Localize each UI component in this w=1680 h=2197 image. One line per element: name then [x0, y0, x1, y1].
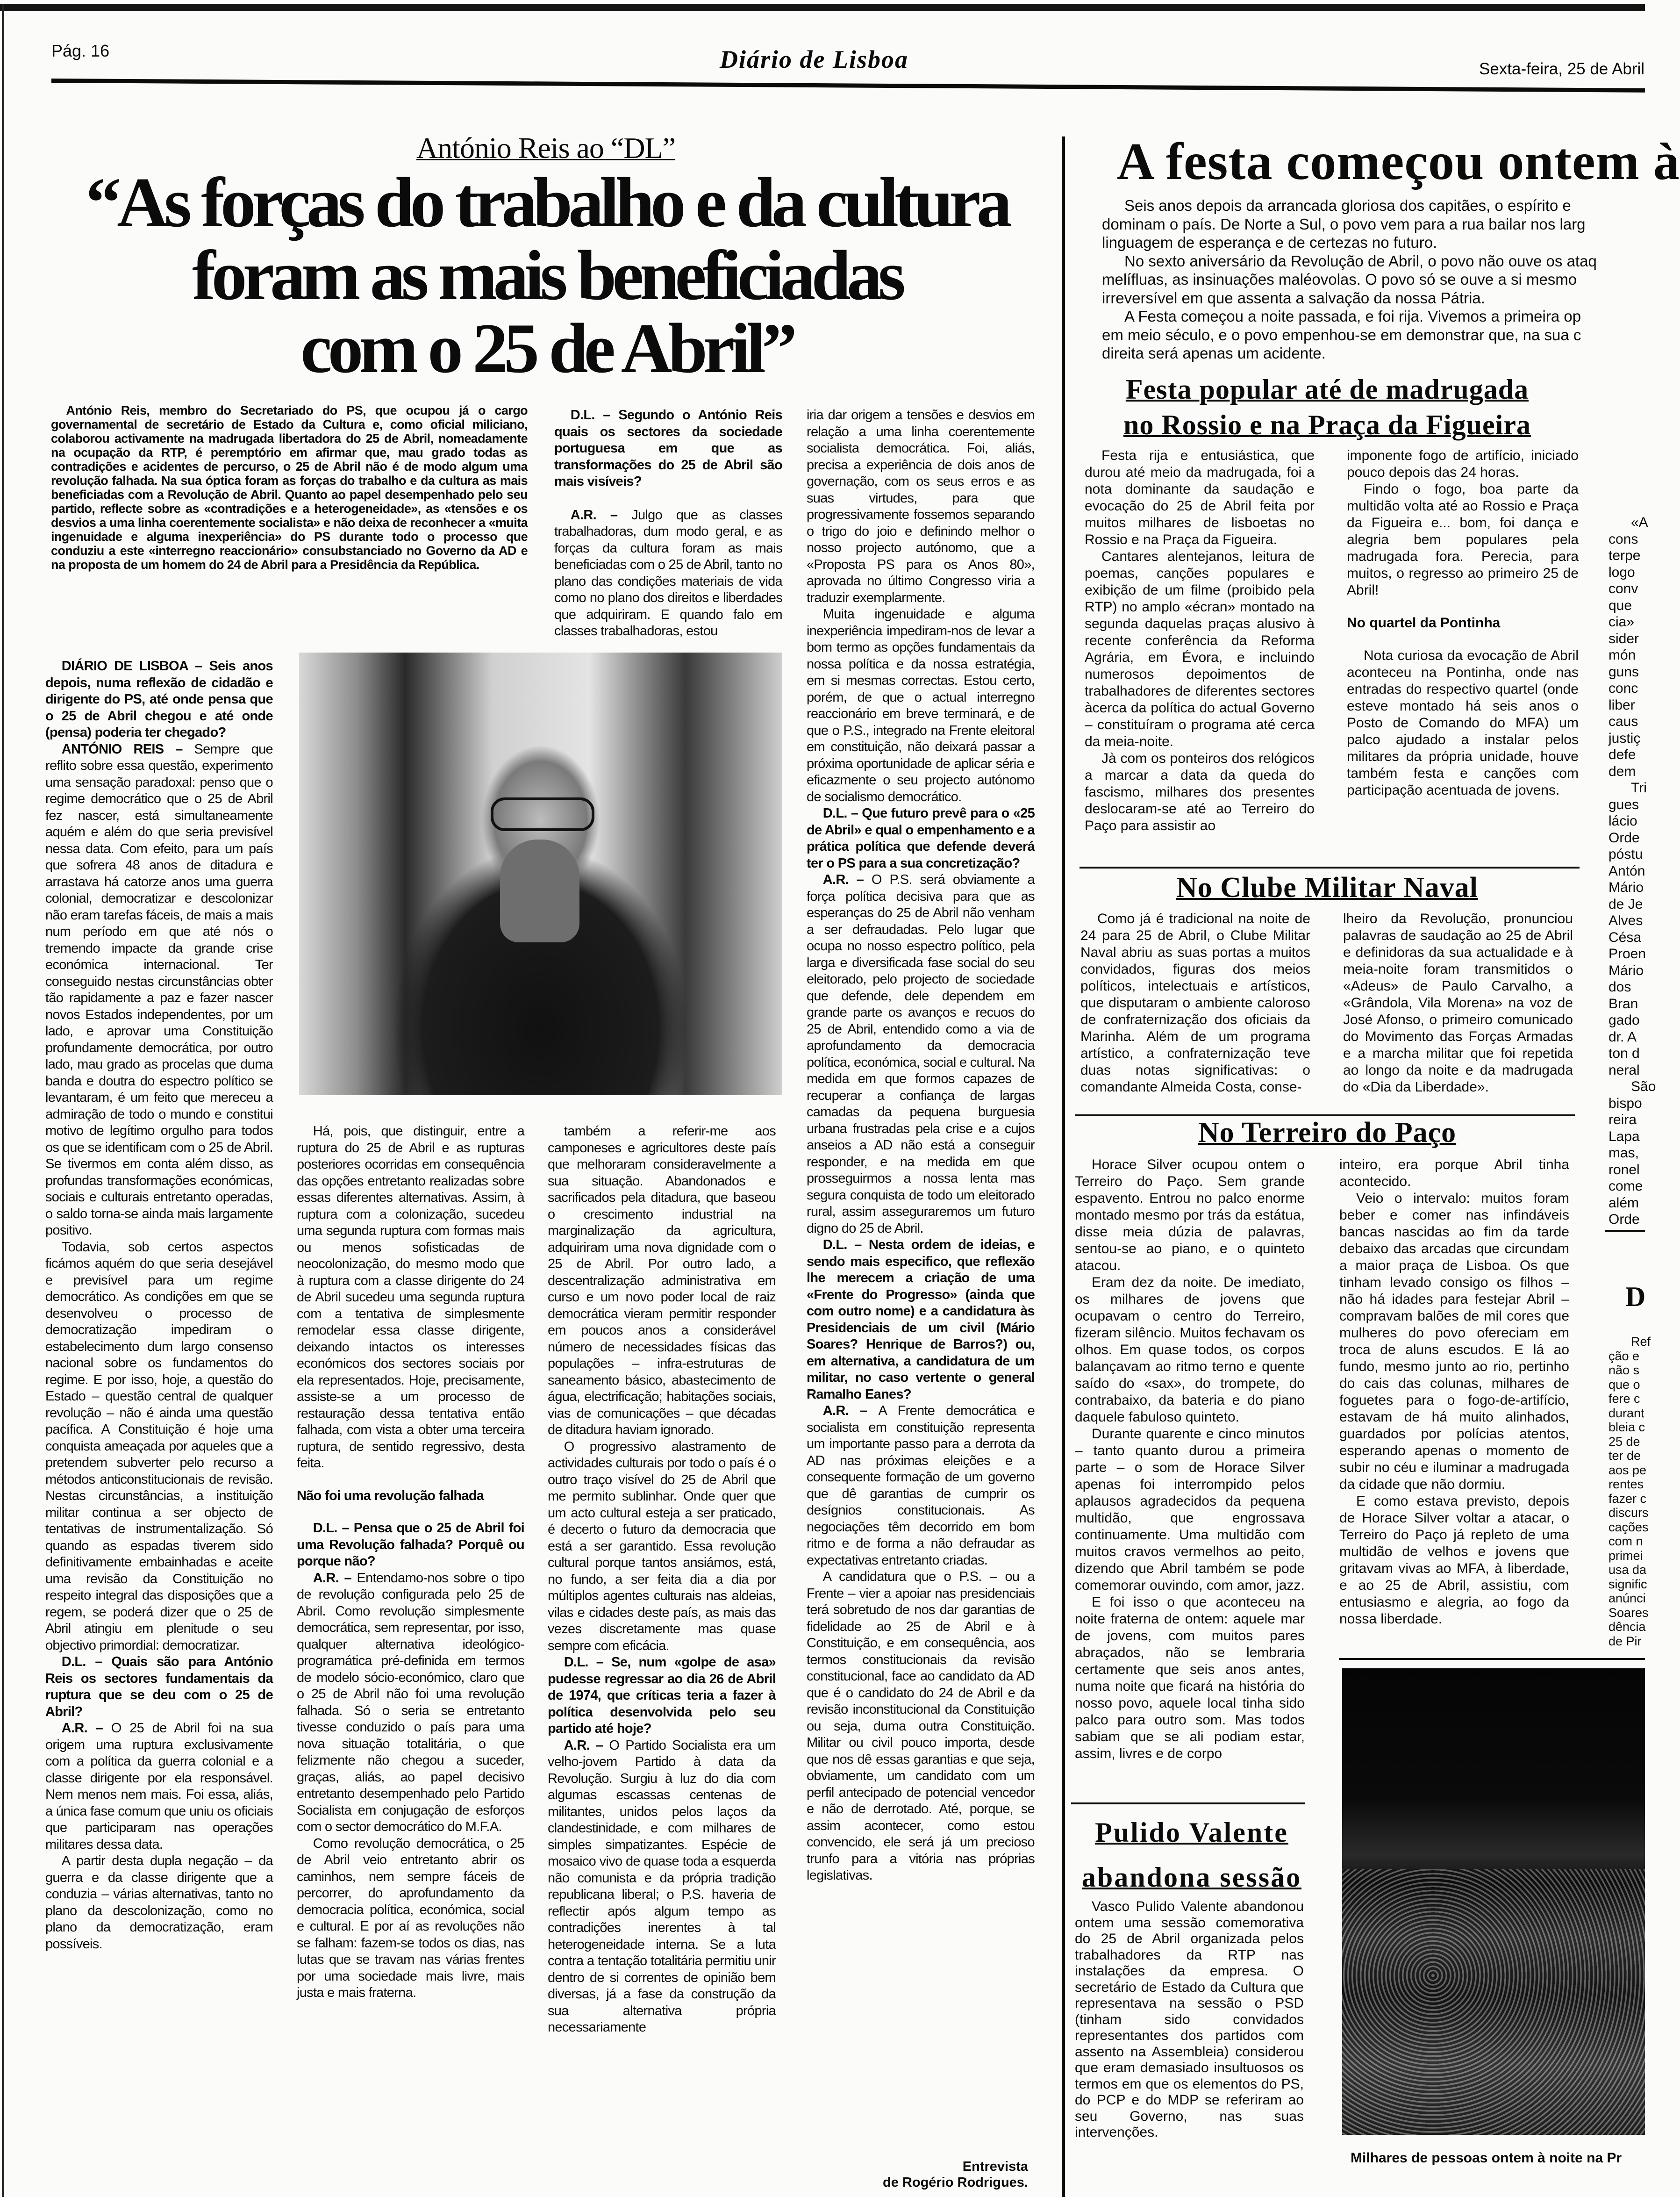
text-line: Orde: [1609, 830, 1640, 846]
text-line: cons: [1609, 531, 1638, 547]
text-line: liber: [1609, 697, 1635, 713]
text-line: que o: [1609, 1377, 1640, 1392]
question-paragraph: D.L. – Se, num «golpe de asa» pudesse regressar ao dia 26 de Abril de 1974, que críticas teria a fazer à política desenvolvida pelo seu partido até hoje?: [548, 1655, 776, 1736]
text-line: dos: [1609, 979, 1631, 995]
text-line: primei: [1609, 1548, 1643, 1563]
column-1: [45, 658, 273, 2194]
column-4: [807, 407, 1035, 2155]
text-line: Seis anos depois da arrancada gloriosa dos capitães, o espírito e: [1124, 197, 1571, 214]
headline: [0, 163, 1094, 388]
festa-popular-title: [1070, 372, 1584, 443]
text-line: aos pe: [1609, 1463, 1647, 1477]
column-3: [548, 1123, 776, 2194]
text-line: sider: [1609, 631, 1639, 646]
speaker-label: A.R. –: [564, 1737, 609, 1753]
text-line: mas,: [1609, 1145, 1639, 1161]
text-line: ção e: [1609, 1349, 1640, 1363]
paragraph: Todavia, sob certos aspectos ficámos aquém do que seria desejável e previsível para um regime democrático. As condições em que se desenvolveu o processo de democratização impediram o estabelecimento dum largo consenso nacional sobre os fundamentos do regime. E por isso, hoje, a questão do Estado – questão central de qualquer revolução – não é ainda uma questão pacífica. A Constituição é hoje uma conquista ameaçada por aqueles que a pretendem subverter pelo recurso a métodos anticonstitucionais de revisão. Nestas circunstâncias, a instituição militar continua a ser objecto de tentativas de instrumentalização. Só quando as espadas tiverem sido definitivamente embainhadas e aceite uma revisão da Constituição no respeito integral das disposições que a regem, se poderá dizer que o 25 de Abril atingiu em plenitude o seu objectivo primordial: democratizar.: [45, 1239, 273, 1653]
paragraph: A.R. – O 25 de Abril foi na sua origem uma ruptura exclusivamente com a política da guerra colonial e a classe dirigente por ela responsável. Nem menos nem mais. Foi essa, aliás, a única fase comum que uniu os oficiais que participaram nas operações militares dessa data.: [45, 1721, 273, 1852]
text-line: Ref: [1631, 1335, 1651, 1349]
text-line: ton d: [1609, 1046, 1640, 1061]
text-line: 25 de: [1609, 1434, 1640, 1449]
subheading: No quartel da Pontinha: [1347, 615, 1501, 631]
paragraph: A.R. – A Frente democrática e socialista em constituição representa um importante passo para a derrota da AD nas próximas eleições e a consequente formação de um governo que dê garantias de cumprir os desígnios constitucionais. As negociações têm decorrido em bom ritmo e de forma a não defraudar as expectativas entretanto criadas.: [807, 1403, 1035, 1568]
crowd-texture: [1342, 1869, 1645, 2135]
paragraph: A.R. – O Partido Socialista era um velho-jovem Partido à data da Revolução. Surgiu à luz do dia com algumas escassas centenas de militantes, unidos pelos laços da clandestinidade, e com milhares de simples simpatizantes. Espécie de mosaico vivo de quase toda a esquerda não comunista e da própria tradição republicana liberal; o P.S. haveria de reflectir após algum tempo as contradições inerentes à tal heterogeneidade interna. Se a luta contra a tentação totalitária permitiu unir dentro de si correntes de opinião bem diversas, já a fase da construção da sua alternativa própria necessariamente: [548, 1737, 776, 2035]
text-line: defe: [1609, 747, 1636, 762]
text-line: Orde: [1609, 1212, 1640, 1227]
paragraph: imponente fogo de artifício, iniciado pouco depois das 24 horas.: [1347, 448, 1579, 480]
paragraph: iria dar origem a tensões e desvios em relação a uma linha coerentemente socialista democrática. Foi, aliás, precisa a experiência de dois anos de governação, com os seus erros e as suas virtudes, para que progressivamente fossemos separando o trigo do joio e definindo melhor o nosso projecto autónomo, que a «Proposta PS para os Anos 80», aprovada no último Congresso viria a traduzir exemplarmente.: [807, 408, 1035, 605]
title-line: Festa popular até de madrugada: [1125, 374, 1529, 405]
divider-rule: [1071, 1802, 1305, 1804]
speaker-label: A.R. –: [822, 872, 872, 887]
text-line: reira: [1609, 1112, 1637, 1127]
paragraph: também a referir-me aos camponeses e agricultores deste país que melhoraram consideravelmente a sua situação. Abandonados e sacrificados pela ditadura, que baseou o crescimento industrial na marginalização da agricultura, adquiriram uma nova dignidade com o 25 de Abril. Por outro lado, a descentralização administrativa em curso e um novo poder local de raiz democrática vieram permitir responder em poucos anos a considerável número de necessidades físicas das populações – infra-estruturas de saneamento básico, abastecimento de água, electrificação; habitações sociais, vias de comunicações – que décadas de ditadura haviam ignorado.: [548, 1124, 776, 1437]
glasses-shape: [491, 797, 594, 831]
clube-left: [1080, 911, 1310, 1107]
text-line: fere c: [1609, 1392, 1640, 1406]
text-line: em meio século, e o povo empenhou-se em demonstrar que, na sua c: [1102, 326, 1581, 344]
edge-column-bottom: [1609, 1335, 1651, 1648]
question-paragraph: D.L. – Que futuro prevê para o «25 de Abril» e qual o empenhamento e a prática política que defende deverá ter o PS para a sua concretização?: [807, 806, 1035, 871]
text-line: Bran: [1609, 996, 1638, 1012]
text-line: guns: [1609, 664, 1639, 680]
paragraph: A partir desta dupla negação – da guerra e da classe dirigente que a conduzia – várias alternativas, tanto no plano da descolonização, como no plano da democratização, eram possíveis.: [45, 1853, 273, 1952]
paragraph: Jà com os ponteiros dos relógicos a marcar a data da queda do fascismo, milhares dos presentes deslocaram-se até ao Terreiro do Paço para assistir ao: [1085, 751, 1315, 833]
divider-rule: [1079, 867, 1580, 869]
text-line: de Pir: [1609, 1634, 1642, 1648]
text-line: Mário: [1609, 962, 1644, 978]
antonio-reis-photo: [299, 653, 782, 1095]
text-line: Césa: [1609, 929, 1642, 945]
text-line: bispo: [1609, 1095, 1642, 1111]
text-line: de Je: [1609, 896, 1643, 912]
text-line: póstu: [1609, 847, 1643, 862]
text-line: Tri: [1631, 780, 1647, 796]
column-dl-question: [554, 407, 782, 650]
text-line: gado: [1609, 1012, 1640, 1028]
paragraph: A candidatura que o P.S. – ou a Frente – vier a apoiar nas presidenciais terá sobretudo de nos dar garantias de fidelidade ao 25 de Abril e à Constituição, e em consequência, aos termos constitucionais da revisão constitucional, face ao candidato da AD que é o candidato do 24 de Abril e da revisão inconstitucional da Constituição ou seja, duma outra Constituição. Militar ou civil pouco importa, desde que nos dê essas garantias e que seja, obviamente, um candidato com um perfil antecipado de potencial vencedor e não de derrotado. Até, porque, se assim acontecer, como estou convencido, ele será já um precioso trunfo para a vitória nas próprias legislativas.: [807, 1569, 1035, 1883]
edge-heading: D: [1625, 1281, 1646, 1312]
divider-rule: [1605, 1230, 1645, 1232]
paragraph: ANTÓNIO REIS – Sempre que reflito sobre essa questão, experimento uma sensação paradoxal: penso que o regime democrático que o 25 de Abril fez nascer, está simultaneamente aquém e além do que seria previsível nessa data. Com efeito, para um país que sofrera 48 anos de ditadura e arrastava há catorze anos uma guerra colonial, democratizar e descolonizar não eram tarefas fáceis, de mais a mais num período em que até nós o tremendo impacte da grande crise económica internacional. Ter conseguido nestas circunstâncias obter tão rapidamente a paz e fazer nascer novos Estados independentes, por um lado, e aprovar uma Constituição profundamente democrática, por outro lado, mau grado as procelas que duma banda e doutra do espectro político se levantaram, é um feito que mereceu a admiração de todo o mundo e constitui motivo de legítimo orgulho para todos os que se identificam com o 25 de Abril. Se tivermos em conta além disso, as profundas transformações económicas, sociais e culturais entretanto operadas, o saldo torna-se ainda mais largamente positivo.: [45, 741, 273, 1238]
text-line: com n: [1609, 1534, 1643, 1548]
scan-top-edge: [0, 4, 1645, 11]
question-paragraph: DIÁRIO DE LISBOA – Seis anos depois, numa reflexão de cidadão e dirigente do PS, até onde pensa que o 25 de Abril chegou e até onde (pensa) poderia ter chegado?: [45, 659, 273, 740]
title-line: abandona sessão: [1081, 1862, 1302, 1893]
edge-column-top: [1609, 514, 1656, 1228]
text-line: justiç: [1609, 730, 1641, 746]
festa-intro: [1102, 196, 1645, 363]
crowd-photo: [1342, 1668, 1645, 2135]
paragraph: Vasco Pulido Valente abandonou ontem uma sessão comemorativa do 25 de Abril organizada pelos trabalhadores da RTP nas instalações da empresa. O secretário de Estado da Cultura que representava na sessão o PSD (tinham sido convidados representantes dos partidos com assento na Assembleia) considerou que eram demasiado insultuosos os termos em que os elementos do PS, do PCP e do MDP se referiram ao seu Governo, nas suas intervenções.: [1075, 1899, 1304, 2140]
text-line: discurs: [1609, 1506, 1649, 1520]
paragraph: E foi isso o que aconteceu na noite fraterna de ontem: aquele mar de jovens, com muitos pares abraçados, não se lembraria certamente que seis anos antes, numa noite que ficará na história do nosso povo, aquele local tinha sido palco para outro som. Mas todos sabiam que se ali podiam estar, assim, livres e de corpo: [1075, 1594, 1305, 1761]
paragraph: Há, pois, que distinguir, entre a ruptura do 25 de Abril e as rupturas posteriores ocorridas em consequência das opções entretanto realizadas sobre essas diferentes alternativas. Assim, à ruptura com a colonização, sucedeu uma segunda ruptura com formas mais ou menos sofisticadas de neocolonização, do mesmo modo que à ruptura com a classe dirigente do 24 de Abril sucedeu uma segunda ruptura com a tentativa de simplesmente remodelar essa classe dirigente, deixando intactos os interesses económicos dos sectores sociais por ela representados. Hoje, precisamente, assiste-se a um processo de restauração dessa tentativa então falhada, com vista a obter uma terceira ruptura, de sentido regressivo, desta feita.: [297, 1124, 524, 1471]
hand-shape: [500, 840, 579, 942]
speaker-label: ANTÓNIO REIS –: [61, 741, 194, 757]
paragraph: Findo o fogo, boa parte da multidão volta até ao Rossio e Praça da Figueira e... bom, foi dança e alegria bem populares pela madrugada fora. Perecia, para muitos, o regresso ao primeiro 25 de Abril!: [1347, 481, 1579, 598]
text-line: bleia c: [1609, 1420, 1645, 1434]
pulido-body: [1075, 1899, 1304, 2179]
text-line: Mário: [1609, 880, 1644, 895]
text-line: ronel: [1609, 1162, 1640, 1177]
pulido-title: [1075, 1810, 1308, 1900]
text-line: Proen: [1609, 946, 1646, 962]
paragraph: A.R. – Julgo que as classes trabalhadoras, dum modo geral, e as forças da cultura foram as mais beneficiadas com o 25 de Abril, tanto no plano das condições materiais de vida como no plano dos direitos e liberdades que adquiriram. E quando falo em classes trabalhadoras, estou: [554, 507, 783, 639]
text-line: lácio: [1609, 813, 1637, 829]
title-line: no Rossio e na Praça da Figueira: [1123, 409, 1531, 440]
text-line: dem: [1609, 763, 1636, 779]
paragraph: E como estava previsto, depois de Horace Silver voltar a atacar, o Terreiro do Paço já repleto de uma multidão de velhos e jovens que gritavam vivas ao MFA, à liberdade, e ao 25 de Abril, assistiu, com entusiasmo e alegria, ao fogo da nossa liberdade.: [1339, 1493, 1569, 1627]
paragraph: Nota curiosa da evocação de Abril aconteceu na Pontinha, onde nas entradas do respectivo quartel (onde esteve montado há seis anos o Posto de Comando do MFA) um palco ajudado a instalar pelos militares da própria unidade, houve também festa e canções com participação acentuada de jovens.: [1347, 648, 1579, 798]
paragraph: Veio o intervalo: muitos foram beber e comer nas infindáveis bancas nascidas ao fim da tarde debaixo das arcadas que circundam a maior praça de Lisboa. Os que tinham levado consigo os filhos – não há idades para festejar Abril – compravam balões de mil cores que mulheres do povo ofereciam em troca de aluns escudos. E lá ao fundo, mesmo junto ao rio, pertinho do cais das colunas, milhares de foguetes para o fogo-de-artifício, estavam de há muito alinhados, guardados por polícias atentos, esperando apenas o momento de subir no céu e iluminar a madrugada da cidade que não dormiu.: [1339, 1191, 1569, 1492]
paragraph: A.R. – O P.S. será obviamente a força política decisiva para que as esperanças do 25 de Abril não venham a ser defraudadas. Pelo lugar que ocupa no nosso espectro político, pela larga e diversificada fase social do seu eleitorado, pelo projecto de sociedade que defende, dele dependem em grande parte os avanços e recuos do 25 de Abril, entendido como a via de aprofundamento da democracia política, económica, social e cultural. Na medida em que formos capazes de recuperar a confiança de largas camadas da pequena burguesia urbana frustradas pela crise e a cujos anseios a AD não está a conseguir responder, e na medida em que prosseguirmos a nossa lenta mas segura conquista de todo um eleitorado rural, assim asseguraremos um futuro digno do 25 de Abril.: [807, 872, 1035, 1236]
paragraph: Muita ingenuidade e alguma inexperiência impediram-nos de levar a bom termo as opções fundamentais da nossa política e da nossa estratégia, em si mesmas correctas. Estou certo, porém, de que o actual interregno reaccionário em breve terminará, e de que o P.S., integrado na Frente eleitoral em constituição, não deixará passar a próxima oportunidade de aplicar séria e eficazmente o seu projecto autónomo de socialismo democrático.: [807, 607, 1035, 804]
text-line: linguagem de esperança e de certezas no futuro.: [1102, 234, 1437, 251]
paragraph: Festa rija e entusiástica, que durou até meio da madrugada, foi a nota dominante da saudação e evocação do 25 de Abril feita por muitos milhares de lisboetas no Rossio e na Praça da Figueira.: [1085, 448, 1315, 547]
text-line: come: [1609, 1178, 1643, 1194]
text-line: Alves: [1609, 913, 1643, 928]
text-line: fazer c: [1609, 1491, 1647, 1506]
text-line: gues: [1609, 797, 1639, 812]
terreiro-left: [1075, 1156, 1305, 1783]
text-line: caus: [1609, 714, 1638, 729]
text-line: não s: [1609, 1363, 1640, 1377]
text-line: signific: [1609, 1577, 1647, 1591]
text-line: terpe: [1609, 548, 1641, 563]
paragraph: Como revolução democrática, o 25 de Abril veio entretanto abrir os caminhos, nem sempre fáceis de percorrer, do aprofundamento da democracia política, económica, social e cultural. E por aí as revoluções não se falham: fazem-se todos os dias, nas lutas que se travam nas várias frentes por uma sociedade mais livre, mais justa e mais fraterna.: [297, 1836, 524, 2000]
question-paragraph: D.L. – Pensa que o 25 de Abril foi uma Revolução falhada? Porquê ou porque não?: [297, 1521, 524, 1569]
terreiro-title: No Terreiro do Paço: [1198, 1117, 1457, 1149]
headline-line: foram as mais beneficiadas: [192, 236, 902, 315]
text-line: irreversível em que assenta a salvação da nossa Pátria.: [1102, 289, 1485, 307]
festa-popular-right: [1347, 447, 1579, 852]
text-line: cia»: [1609, 614, 1635, 630]
text-line: ter de: [1609, 1449, 1641, 1463]
column-2: [297, 1123, 524, 2194]
section-divider: [1062, 136, 1065, 2197]
paragraph: Eram dez da noite. De imediato, os milhares de jovens que ocupavam o centro do Terreiro, fizeram silêncio. Muitos fechavam os olhos. Em quase todos, os corpos balançavam ao ritmo terno e quente saído do «sax», do trompete, do contrabaixo, da bateria e do piano daquele fabuloso quinteto.: [1075, 1275, 1305, 1425]
text-line: conc: [1609, 681, 1638, 696]
text-line: A Festa começou a noite passada, e foi rija. Vivemos a primeira op: [1124, 308, 1581, 325]
question-paragraph: D.L. – Quais são para António Reis os sectores fundamentais da ruptura que se deu com o 25 de Abril?: [45, 1654, 273, 1719]
paragraph: O progressivo alastramento de actividades culturais por todo o país é o outro traço visível do 25 de Abril que me permito sublinhar. Onde quer que um acto cultural esteja a ser praticado, é decerto o futuro da democracia que está a ser garantido. Essa revolução cultural porque tantos ansiámos, está, no fundo, a ser feita dia a dia por múltiplos agentes culturais nas aldeias, vilas e cidades deste país, as mais das vezes discretamente mas quase sempre com eficácia.: [548, 1439, 776, 1653]
speaker-label: A.R. –: [822, 1403, 879, 1418]
headline-line: com o 25 de Abril”: [300, 309, 793, 388]
paragraph: Como já é tradicional na noite de 24 para 25 de Abril, o Clube Militar Naval abriu as suas portas a muitos convidados, figuras dos meios políticos, intelectuais e artísticos, que disputaram o ambiente caloroso de confraternização dos oficiais da Marinha. Além de um programa artístico, a confraternização teve duas notas significativas: o comandante Almeida Costa, conse-: [1080, 911, 1310, 1095]
text-line: dência: [1609, 1620, 1646, 1634]
text-line: Soares: [1609, 1605, 1649, 1620]
text-line: rentes: [1609, 1477, 1644, 1491]
text-line: durant: [1609, 1406, 1644, 1420]
paragraph: lheiro da Revolução, pronunciou palavras de saudação ao 25 de Abril e definidoras da sua actualidade e à meia-noite foram transmitidos o «Adeus» de Paulo Carvalho, a «Grândola, Vila Morena» na voz de José Afonso, o primeiro comunicado do Movimento das Forças Armadas e a marcha militar que foi repetida ao longo da noite e da madrugada do «Dia da Liberdade».: [1343, 911, 1573, 1095]
header-rule: [51, 79, 1645, 93]
text-line: além: [1609, 1195, 1639, 1211]
question-paragraph: D.L. – Nesta ordem de ideias, e sendo mais especifico, que reflexão lhe merecem a criação de uma «Frente do Progresso» (ainda que com outro nome) e a candidatura às Presidenciais de um civil (Mário Soares? Henrique de Barros?) ou, em alternativa, a candidatura de um militar, no caso vertente o general Ramalho Eanes?: [807, 1237, 1035, 1402]
text-line: Lapa: [1609, 1128, 1640, 1144]
clube-right: [1343, 911, 1573, 1107]
speaker-label: A.R. –: [570, 507, 632, 523]
title-line: Pulido Valente: [1095, 1817, 1288, 1848]
text-line: logo: [1609, 564, 1635, 580]
photo-caption: Milhares de pessoas ontem à noite na Pr: [1351, 2150, 1622, 2166]
issue-date: Sexta-feira, 25 de Abril: [1479, 60, 1645, 78]
paragraph: Horace Silver ocupou ontem o Terreiro do Paço. Sem grande espavento. Entrou no palco enorme montado mesmo por trás da estátua, disse meia dúzia de palavras, sentou-se ao piano, e o quinteto atacou.: [1075, 1157, 1305, 1273]
masthead-logo: Diário de Lisboa: [720, 45, 908, 73]
text-line: conv: [1609, 581, 1638, 596]
text-line: neral: [1609, 1062, 1640, 1078]
page-number: Pág. 16: [51, 41, 110, 60]
intro-paragraph: António Reis, membro do Secretariado do PS, que ocupou já o cargo governamental de secretário de Estado da Cultura e, como oficial miliciano, colaborou activamente na madrugada libertadora do 25 de Abril, nomeadamente na ocupação da RTP, é peremptório em afirmar que, mau grado todas as contradições e acidentes de percurso, o 25 de Abril não é de modo algum uma revolução falhada. Na sua óptica foram as forças do trabalho e da cultura as mais beneficiadas com a Revolução de Abril. Quanto ao papel desempenhado pelo seu partido, reflecte sobre as «contradições e a heterogeneidade», as «tensões e os desvios a uma linha coerentemente socialista» e não deixa de reconhecer a «muita ingenuidade e alguma inexperiência» do PS durante todo o processo que conduziu a este «interregno reaccionário» consubstanciado no Governo da AD e na proposta de um homem do 24 de Abril para a Presidência da República.: [51, 403, 528, 572]
text-line: món: [1609, 647, 1636, 663]
text-line: anúnci: [1609, 1591, 1646, 1605]
speaker-label: A.R. –: [313, 1570, 357, 1586]
text-line: «A: [1631, 515, 1648, 530]
headline-line: “As forças do trabalho e da cultura: [86, 163, 1008, 242]
paragraph: Cantares alentejanos, leitura de poemas, canções populares e exibição de um filme (proibido pela RTP) no amplo «écran» montado na segunda daquelas praças alusivo à recente conferência da Reforma Agrária, em Évora, e incluindo numerosos depoimentos de trabalhadores de diferentes sectores àcerca da política do actual Governo – constituíram o programa até cerca da meia-noite.: [1085, 549, 1315, 749]
paragraph: Durante quarente e cinco minutos – tanto quanto durou a primeira parte – o som de Horace Silver apenas foi interrompido pelos aplausos agradecidos da pequena multidão, que engrossava continuamente. Uma multidão com muitos cravos vermelhos ao peito, dizendo que Abril também se pode comemorar ouvindo, com amor, jazz.: [1075, 1426, 1305, 1593]
text-line: dr. A: [1609, 1029, 1637, 1045]
text-line: direita será apenas um acidente.: [1102, 345, 1326, 362]
divider-rule: [1339, 1658, 1645, 1660]
question-paragraph: D.L. – Segundo o António Reis quais os sectores da sociedade portuguesa em que as transformações do 25 de Abril são mais visíveis?: [554, 408, 782, 489]
festa-headline: A festa começou ontem à: [1117, 133, 1680, 191]
byline-author: de Rogério Rodrigues.: [883, 2175, 1028, 2190]
text-line: No sexto aniversário da Revolução de Abril, o povo não ouve os ataq: [1124, 252, 1597, 270]
clube-title: No Clube Militar Naval: [1176, 872, 1478, 904]
byline-label: Entrevista: [962, 2159, 1028, 2174]
text-line: que: [1609, 597, 1632, 613]
paragraph: A.R. – Entendamo-nos sobre o tipo de revolução configurada pelo 25 de Abril. Como revolução simplesmente democrática, sem representar, por isso, qualquer alternativa ideológico-programática pré-definida em termos de modelo sócio-económico, claro que o 25 de Abril não foi uma revolução falhada. Só o seria se entretanto tivesse conduzido o país para uma nova situação totalitária, o que felizmente não chegou a suceder, graças, aliás, ao papel decisivo entretanto desempenhado pelo Partido Socialista em conjugação de esforços com o sector democrático do M.F.A.: [297, 1570, 524, 1834]
terreiro-right: [1339, 1156, 1569, 1661]
text-line: usa da: [1609, 1563, 1647, 1577]
text-line: melífluas, as insinuações maléovolas. O povo só se ouve a si mesmo: [1102, 271, 1577, 288]
speaker-label: A.R. –: [61, 1721, 111, 1736]
text-line: São: [1631, 1079, 1656, 1094]
paragraph: inteiro, era porque Abril tinha acontecido.: [1339, 1157, 1569, 1189]
festa-popular-left: [1085, 447, 1315, 852]
article-intro: [51, 403, 528, 646]
subheading: Não foi uma revolução falhada: [297, 1488, 484, 1503]
article-kicker: António Reis ao “DL”: [416, 131, 676, 165]
text-line: Antón: [1609, 863, 1645, 879]
text-line: dominam o país. De Norte a Sul, o povo vem para a rua bailar nos larg: [1102, 215, 1586, 233]
text-line: cações: [1609, 1520, 1649, 1534]
byline: [822, 2159, 1028, 2190]
